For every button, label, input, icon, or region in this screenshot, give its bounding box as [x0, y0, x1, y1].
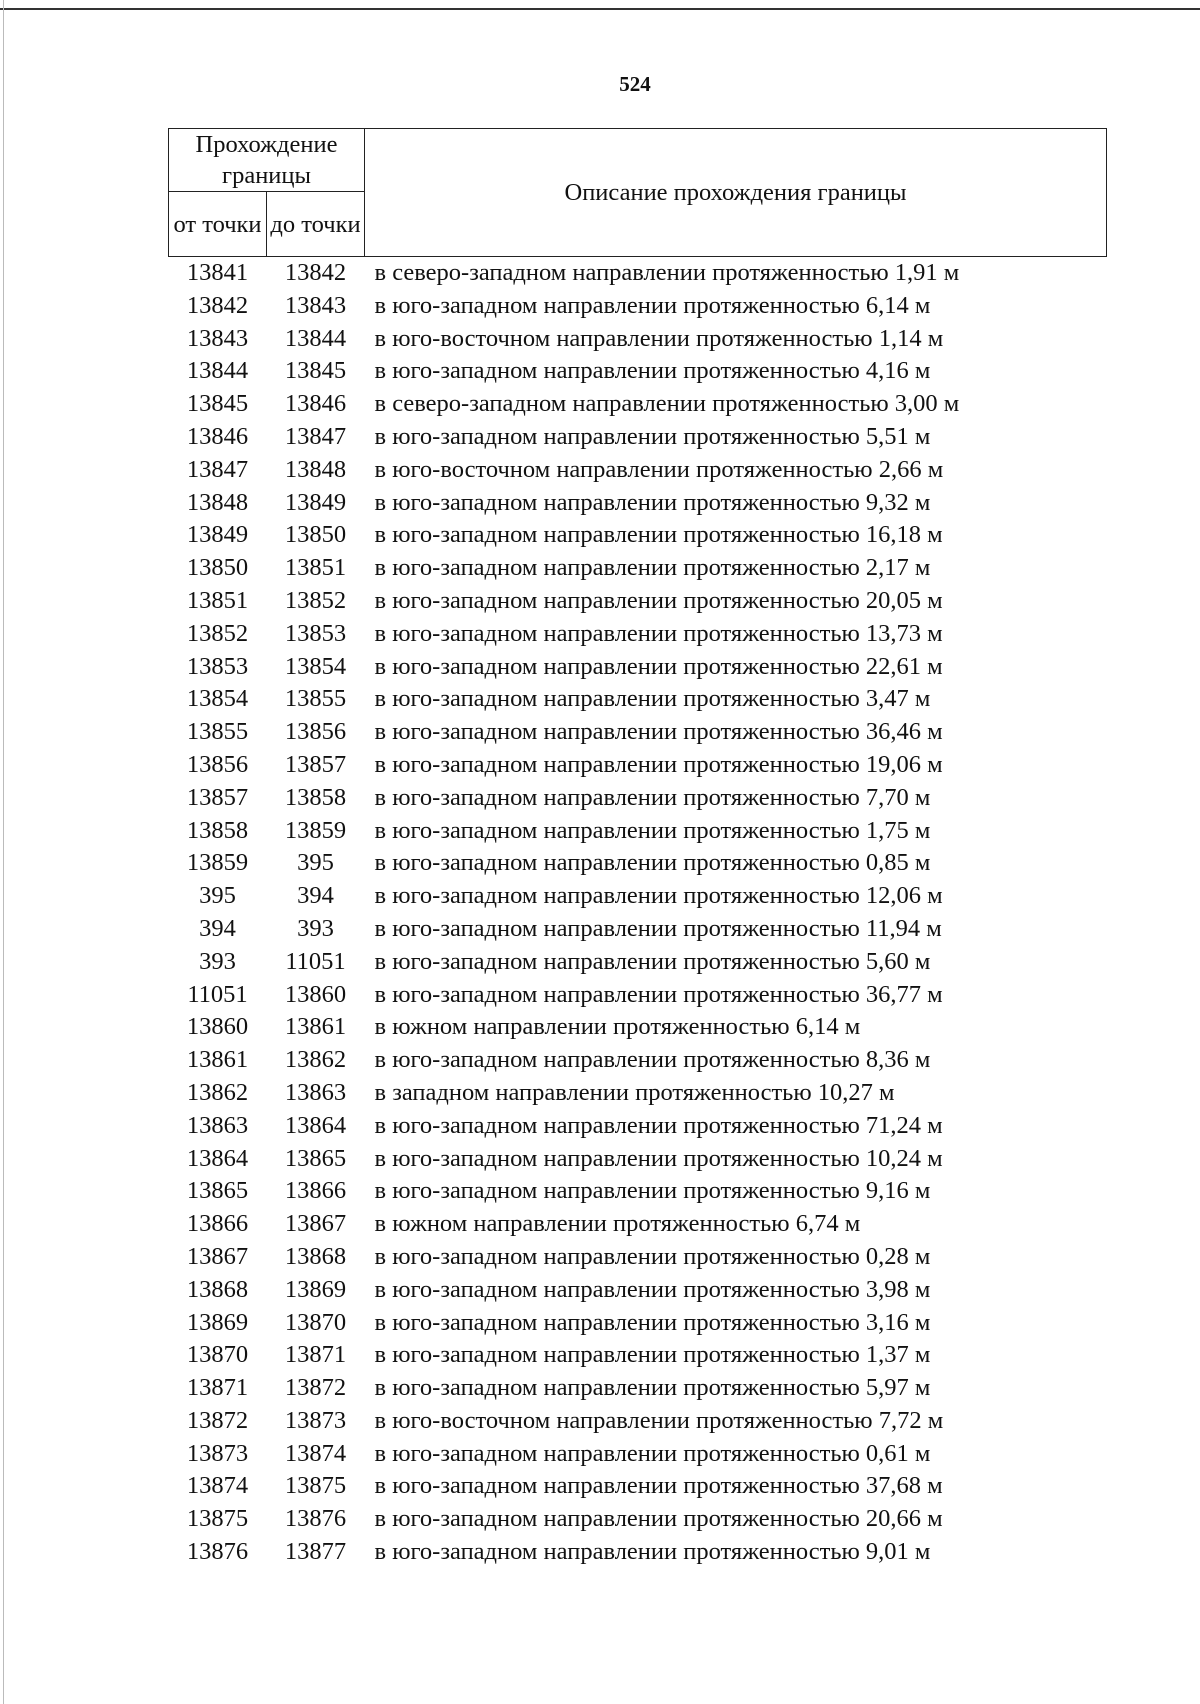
from-point-cell: 13856 [186, 750, 249, 778]
description-cell: в западном направлении протяженностью 10,27 м [374, 1078, 895, 1106]
table-row [169, 683, 1107, 716]
table-row [169, 749, 1107, 782]
to-point-cell: 13846 [284, 390, 347, 418]
description-cell: в юго-западном направлении протяженностью 10,24 м [374, 1144, 943, 1172]
to-point-cell: 13852 [284, 586, 347, 614]
to-point-cell: 13849 [284, 488, 347, 516]
description-cell: в юго-западном направлении протяженностью 12,06 м [374, 882, 943, 910]
to-point-cell: 13859 [284, 816, 347, 844]
from-point-cell: 395 [199, 882, 236, 910]
from-point-cell: 13861 [186, 1046, 249, 1074]
description-cell: в юго-западном направлении протяженностью 0,85 м [374, 849, 931, 877]
description-cell: в юго-западном направлении протяженностью 9,16 м [374, 1177, 931, 1205]
table-row [169, 1307, 1107, 1340]
description-cell: в юго-западном направлении протяженностью 36,46 м [374, 718, 943, 746]
table-row [169, 651, 1107, 684]
to-point-cell: 13854 [284, 652, 347, 680]
description-cell: в юго-восточном направлении протяженностью 2,66 м [374, 455, 944, 483]
from-point-cell: 13857 [186, 783, 249, 811]
table-row [169, 355, 1107, 388]
to-point-cell: 13875 [284, 1472, 347, 1500]
from-point-cell: 13867 [186, 1242, 249, 1270]
to-point-cell: 13853 [284, 619, 347, 647]
to-point-cell: 13862 [284, 1046, 347, 1074]
table-row [169, 1175, 1107, 1208]
to-point-cell: 13845 [284, 357, 347, 385]
table-row [169, 847, 1107, 880]
description-cell: в юго-западном направлении протяженностью 13,73 м [374, 619, 943, 647]
from-point-cell: 13851 [186, 586, 249, 614]
table-row [169, 552, 1107, 585]
table-row [169, 257, 1107, 290]
table-row [169, 1110, 1107, 1143]
boundary-table [168, 128, 1107, 1569]
description-cell: в юго-западном направлении протяженностью 20,66 м [374, 1505, 943, 1533]
to-point-cell: 13869 [284, 1275, 347, 1303]
table-row [169, 1438, 1107, 1471]
from-point-cell: 13844 [186, 357, 249, 385]
table-row [169, 913, 1107, 946]
table-row [169, 815, 1107, 848]
description-cell: в юго-западном направлении протяженностью 4,16 м [374, 357, 931, 385]
header-boundary-passage: Прохождение границы [169, 129, 365, 192]
from-point-cell: 13872 [186, 1406, 249, 1434]
description-cell: в юго-западном направлении протяженностью 6,14 м [374, 291, 931, 319]
table-row [169, 1503, 1107, 1536]
description-cell: в юго-западном направлении протяженностью 36,77 м [374, 980, 943, 1008]
from-point-cell: 13860 [186, 1013, 249, 1041]
description-cell: в юго-западном направлении протяженностью 1,75 м [374, 816, 931, 844]
from-point-cell: 13863 [186, 1111, 249, 1139]
from-point-cell: 11051 [187, 980, 248, 1008]
to-point-cell: 13856 [284, 718, 347, 746]
to-point-cell: 13850 [284, 521, 347, 549]
table-row [169, 1011, 1107, 1044]
from-point-cell: 394 [199, 914, 236, 942]
table-row [169, 979, 1107, 1012]
to-point-cell: 13860 [284, 980, 347, 1008]
to-point-cell: 13872 [284, 1374, 347, 1402]
description-cell: в юго-западном направлении протяженностью 1,37 м [374, 1341, 931, 1369]
to-point-cell: 13877 [284, 1538, 347, 1566]
table-row [169, 1536, 1107, 1569]
description-cell: в юго-западном направлении протяженностью 5,97 м [374, 1374, 931, 1402]
from-point-cell: 13855 [186, 718, 249, 746]
from-point-cell: 13876 [186, 1538, 249, 1566]
description-cell: в юго-западном направлении протяженностью 7,70 м [374, 783, 931, 811]
from-point-cell: 13846 [186, 422, 249, 450]
description-cell: в юго-западном направлении протяженностью 3,47 м [374, 685, 931, 713]
page-number: 524 [619, 72, 651, 96]
scan-left-border [0, 0, 4, 1704]
from-point-cell: 13864 [186, 1144, 249, 1172]
to-point-cell: 11051 [285, 947, 346, 975]
to-point-cell: 13873 [284, 1406, 347, 1434]
description-cell: в северо-западном направлении протяженностью 3,00 м [374, 390, 960, 418]
description-cell: в юго-западном направлении протяженностью 0,28 м [374, 1242, 931, 1270]
description-cell: в юго-западном направлении протяженностью 3,16 м [374, 1308, 931, 1336]
table-row [169, 388, 1107, 421]
description-cell: в юго-западном направлении протяженностью 20,05 м [374, 586, 943, 614]
from-point-cell: 13875 [186, 1505, 249, 1533]
table-row [169, 1470, 1107, 1503]
description-cell: в юго-западном направлении протяженностью 22,61 м [374, 652, 943, 680]
from-point-cell: 13852 [186, 619, 249, 647]
from-point-cell: 13841 [186, 259, 249, 286]
from-point-cell: 13866 [186, 1210, 249, 1238]
table-row [169, 585, 1107, 618]
from-point-cell: 13853 [186, 652, 249, 680]
to-point-cell: 13868 [284, 1242, 347, 1270]
table-row [169, 421, 1107, 454]
description-cell: в юго-западном направлении протяженностью 5,51 м [374, 422, 931, 450]
from-point-cell: 13859 [186, 849, 249, 877]
description-cell: в юго-восточном направлении протяженностью 7,72 м [374, 1406, 944, 1434]
to-point-cell: 13867 [284, 1210, 347, 1238]
from-point-cell: 13842 [186, 291, 249, 319]
to-point-cell: 13864 [284, 1111, 347, 1139]
to-point-cell: 13851 [284, 554, 347, 582]
from-point-cell: 13854 [186, 685, 249, 713]
to-point-cell: 13861 [284, 1013, 347, 1041]
description-cell: в юго-восточном направлении протяженностью 1,14 м [374, 324, 944, 352]
from-point-cell: 13849 [186, 521, 249, 549]
to-point-cell: 13870 [284, 1308, 347, 1336]
table-row [169, 1372, 1107, 1405]
description-cell: в юго-западном направлении протяженностью 0,61 м [374, 1439, 931, 1467]
table-row [169, 519, 1107, 552]
table-row [169, 1077, 1107, 1110]
from-point-cell: 13868 [186, 1275, 249, 1303]
to-point-cell: 13871 [284, 1341, 347, 1369]
table-row [169, 1241, 1107, 1274]
header-to-point: до точки [267, 192, 365, 257]
table-row [169, 880, 1107, 913]
to-point-cell: 13863 [284, 1078, 347, 1106]
to-point-cell: 13848 [284, 455, 347, 483]
from-point-cell: 13848 [186, 488, 249, 516]
to-point-cell: 13844 [284, 324, 347, 352]
description-cell: в юго-западном направлении протяженностью 9,01 м [374, 1538, 931, 1566]
to-point-cell: 13847 [284, 422, 347, 450]
from-point-cell: 13870 [186, 1341, 249, 1369]
table-row [169, 946, 1107, 979]
to-point-cell: 13857 [284, 750, 347, 778]
table-row [169, 290, 1107, 323]
to-point-cell: 13855 [284, 685, 347, 713]
to-point-cell: 13866 [284, 1177, 347, 1205]
table-body [169, 257, 1107, 1569]
table-row [169, 1143, 1107, 1176]
from-point-cell: 13873 [186, 1439, 249, 1467]
to-point-cell: 394 [297, 882, 334, 910]
table-row [169, 782, 1107, 815]
table-row [169, 1339, 1107, 1372]
to-point-cell: 395 [297, 849, 334, 877]
from-point-cell: 393 [199, 947, 236, 975]
from-point-cell: 13871 [186, 1374, 249, 1402]
table-row [169, 487, 1107, 520]
table-row [169, 1274, 1107, 1307]
description-cell: в юго-западном направлении протяженностью 37,68 м [374, 1472, 943, 1500]
table-row [169, 1405, 1107, 1438]
to-point-cell: 13858 [284, 783, 347, 811]
description-cell: в юго-западном направлении протяженностью 5,60 м [374, 947, 931, 975]
description-cell: в юго-западном направлении протяженностью 8,36 м [374, 1046, 931, 1074]
to-point-cell: 13874 [284, 1439, 347, 1467]
header-from-point: от точки [169, 192, 267, 257]
from-point-cell: 13845 [186, 390, 249, 418]
from-point-cell: 13858 [186, 816, 249, 844]
table-row [169, 1208, 1107, 1241]
from-point-cell: 13847 [186, 455, 249, 483]
from-point-cell: 13874 [186, 1472, 249, 1500]
description-cell: в северо-западном направлении протяженностью 1,91 м [374, 259, 960, 286]
description-cell: в юго-западном направлении протяженностью 11,94 м [374, 914, 942, 942]
description-cell: в юго-западном направлении протяженностью 3,98 м [374, 1275, 931, 1303]
from-point-cell: 13850 [186, 554, 249, 582]
table-header [169, 129, 1107, 257]
scan-top-border [0, 0, 1200, 10]
description-cell: в юго-западном направлении протяженностью 2,17 м [374, 554, 931, 582]
description-cell: в юго-западном направлении протяженностью 71,24 м [374, 1111, 943, 1139]
from-point-cell: 13865 [186, 1177, 249, 1205]
to-point-cell: 13843 [284, 291, 347, 319]
header-description: Описание прохождения границы [365, 129, 1107, 257]
table-row [169, 1044, 1107, 1077]
table-row [169, 716, 1107, 749]
to-point-cell: 13865 [284, 1144, 347, 1172]
to-point-cell: 393 [297, 914, 334, 942]
table-row [169, 618, 1107, 651]
from-point-cell: 13843 [186, 324, 249, 352]
to-point-cell: 13842 [284, 259, 347, 286]
to-point-cell: 13876 [284, 1505, 347, 1533]
table-row [169, 454, 1107, 487]
from-point-cell: 13869 [186, 1308, 249, 1336]
description-cell: в юго-западном направлении протяженностью 9,32 м [374, 488, 931, 516]
from-point-cell: 13862 [186, 1078, 249, 1106]
description-cell: в южном направлении протяженностью 6,74 м [374, 1210, 861, 1238]
table-row [169, 323, 1107, 356]
description-cell: в юго-западном направлении протяженностью 19,06 м [374, 750, 943, 778]
description-cell: в южном направлении протяженностью 6,14 м [374, 1013, 861, 1041]
description-cell: в юго-западном направлении протяженностью 16,18 м [374, 521, 943, 549]
